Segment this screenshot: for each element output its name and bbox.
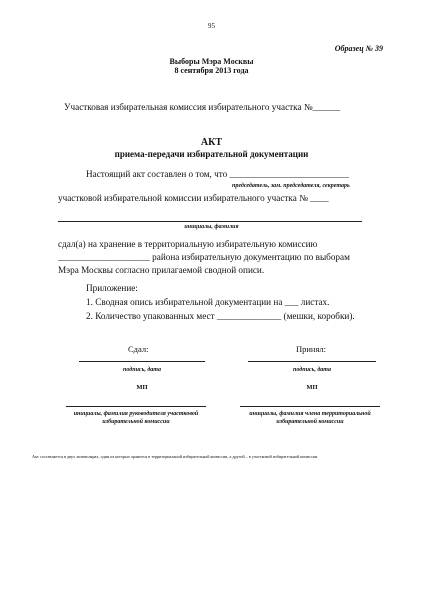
body-paragraph-line-2: ____________________ района избирательную документацию по выборам: [58, 252, 350, 262]
election-date: 8 сентября 2013 года: [174, 66, 249, 75]
body-paragraph-line-3: Мэра Москвы согласно прилагаемой сводной описи.: [58, 265, 265, 275]
right-stamp-placeholder: МП: [306, 384, 318, 391]
handed-over-label: Сдал:: [128, 344, 149, 354]
appendix-label: Приложение:: [86, 283, 138, 293]
page-number: 95: [208, 22, 215, 30]
election-title: Выборы Мэра Москвы: [169, 57, 254, 66]
appendix-item-2: 2. Количество упакованных мест ______________ (мешки, коробки).: [86, 311, 355, 321]
right-role-caption: инициалы, фамилия члена территориальной избирательной комиссии: [249, 411, 371, 425]
footnote: Акт составляется в двух экземплярах, один из которых хранится в территориальной избирательной комиссии, а другой – в участковой избирательной комиссии.: [32, 454, 319, 459]
right-name-line: [240, 406, 380, 407]
commission-number-line: участковой избирательной комиссии избирательного участка № ____: [58, 193, 329, 203]
body-paragraph-line-1: сдал(а) на хранение в территориальную избирательную комиссию: [58, 239, 318, 249]
role-caption: председатель, зам. председателя, секретарь: [232, 183, 350, 189]
left-signature-line: [79, 361, 205, 362]
left-name-line: [66, 406, 206, 407]
left-stamp-placeholder: МП: [136, 384, 148, 391]
sample-label: Образец № 39: [334, 44, 383, 53]
left-role-caption: инициалы, фамилия руководителя участковой избирательной комиссии: [73, 411, 199, 425]
act-subtitle: приема-передачи избирательной документации: [114, 149, 309, 159]
act-title: АКТ: [200, 137, 223, 148]
right-signature-line: [248, 361, 376, 362]
name-fill-line: [58, 221, 362, 222]
received-label: Принял:: [296, 344, 326, 354]
act-intro-line: Настоящий акт составлен о том, что __________________________: [86, 169, 349, 179]
commission-line: Участковая избирательная комиссия избирательного участка №______: [64, 102, 341, 112]
left-signature-caption: подпись, дата: [123, 367, 161, 373]
name-caption: инициалы, фамилия: [184, 224, 239, 230]
appendix-item-1: 1. Сводная опись избирательной документации на ___ листах.: [86, 297, 330, 307]
right-signature-caption: подпись, дата: [293, 367, 331, 373]
